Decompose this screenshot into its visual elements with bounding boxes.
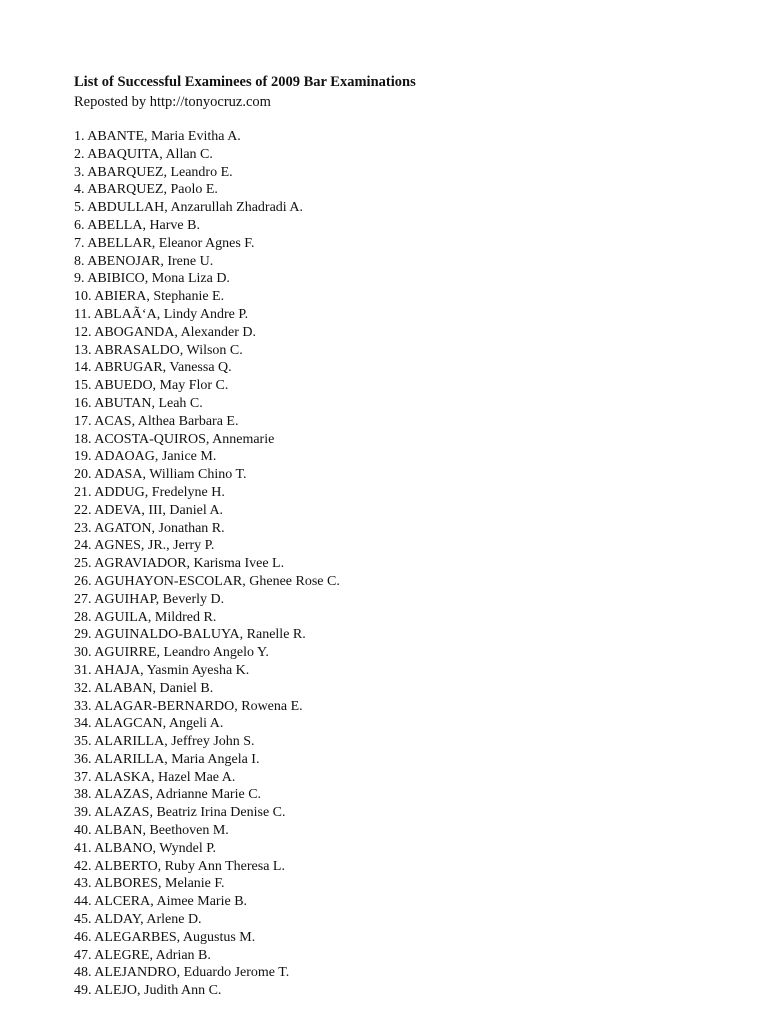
- list-item: 20. ADASA, William Chino T.: [74, 467, 247, 483]
- list-item: 29. AGUINALDO-BALUYA, Ranelle R.: [74, 627, 306, 643]
- list-item: 22. ADEVA, III, Daniel A.: [74, 502, 224, 518]
- list-item: 32. ALABAN, Daniel B.: [74, 680, 214, 696]
- list-item: 33. ALAGAR-BERNARDO, Rowena E.: [74, 698, 303, 714]
- list-item: 37. ALASKA, Hazel Mae A.: [74, 769, 236, 785]
- list-item: 43. ALBORES, Melanie F.: [74, 876, 225, 892]
- list-item: 14. ABRUGAR, Vanessa Q.: [74, 360, 232, 376]
- list-item: 12. ABOGANDA, Alexander D.: [74, 324, 256, 340]
- list-item: 28. AGUILA, Mildred R.: [74, 609, 217, 625]
- list-item: 17. ACAS, Althea Barbara E.: [74, 413, 239, 429]
- list-item: 3. ABARQUEZ, Leandro E.: [74, 164, 233, 180]
- list-item: 48. ALEJANDRO, Eduardo Jerome T.: [74, 965, 290, 981]
- list-item: 19. ADAOAG, Janice M.: [74, 449, 217, 465]
- list-item: 7. ABELLAR, Eleanor Agnes F.: [74, 235, 255, 251]
- list-item: 9. ABIBICO, Mona Liza D.: [74, 271, 230, 287]
- list-item: 18. ACOSTA-QUIROS, Annemarie: [74, 431, 275, 447]
- list-item: 49. ALEJO, Judith Ann C.: [74, 983, 222, 999]
- list-item: 30. AGUIRRE, Leandro Angelo Y.: [74, 645, 269, 661]
- list-item: 13. ABRASALDO, Wilson C.: [74, 342, 243, 358]
- list-item: 47. ALEGRE, Adrian B.: [74, 947, 211, 963]
- list-item: 39. ALAZAS, Beatriz Irina Denise C.: [74, 805, 286, 821]
- list-item: 23. AGATON, Jonathan R.: [74, 520, 225, 536]
- document-title: List of Successful Examinees of 2009 Bar Examinations: [74, 74, 416, 90]
- document-subtitle: Reposted by http://tonyocruz.com: [74, 94, 271, 110]
- examinee-list: [74, 128, 754, 1000]
- list-item: 38. ALAZAS, Adrianne Marie C.: [74, 787, 262, 803]
- list-item: 8. ABENOJAR, Irene U.: [74, 253, 214, 269]
- list-item: 2. ABAQUITA, Allan C.: [74, 146, 213, 162]
- list-item: 34. ALAGCAN, Angeli A.: [74, 716, 224, 732]
- list-item: 16. ABUTAN, Leah C.: [74, 395, 203, 411]
- document-page: [74, 72, 754, 1000]
- list-item: 25. AGRAVIADOR, Karisma Ivee L.: [74, 556, 285, 572]
- list-item: 36. ALARILLA, Maria Angela I.: [74, 751, 260, 767]
- list-item: 42. ALBERTO, Ruby Ann Theresa L.: [74, 858, 285, 874]
- list-item: 5. ABDULLAH, Anzarullah Zhadradi A.: [74, 200, 304, 216]
- list-item: 45. ALDAY, Arlene D.: [74, 912, 202, 928]
- list-item: 4. ABARQUEZ, Paolo E.: [74, 182, 218, 198]
- list-item: 15. ABUEDO, May Flor C.: [74, 378, 229, 394]
- list-item: 1. ABANTE, Maria Evitha A.: [74, 129, 241, 144]
- list-item: 44. ALCERA, Aimee Marie B.: [74, 894, 248, 910]
- list-item: 31. AHAJA, Yasmin Ayesha K.: [74, 662, 250, 678]
- list-item: 26. AGUHAYON-ESCOLAR, Ghenee Rose C.: [74, 573, 340, 589]
- list-item: 46. ALEGARBES, Augustus M.: [74, 929, 256, 945]
- list-item: 10. ABIERA, Stephanie E.: [74, 289, 225, 305]
- list-item: 41. ALBANO, Wyndel P.: [74, 840, 217, 856]
- list-item: 11. ABLAÃ‘A, Lindy Andre P.: [74, 306, 249, 322]
- list-item: 24. AGNES, JR., Jerry P.: [74, 538, 215, 554]
- list-item: 27. AGUIHAP, Beverly D.: [74, 591, 225, 607]
- list-item: 6. ABELLA, Harve B.: [74, 217, 200, 233]
- list-item: 35. ALARILLA, Jeffrey John S.: [74, 734, 255, 750]
- list-item: 21. ADDUG, Fredelyne H.: [74, 484, 225, 500]
- list-item: 40. ALBAN, Beethoven M.: [74, 823, 229, 839]
